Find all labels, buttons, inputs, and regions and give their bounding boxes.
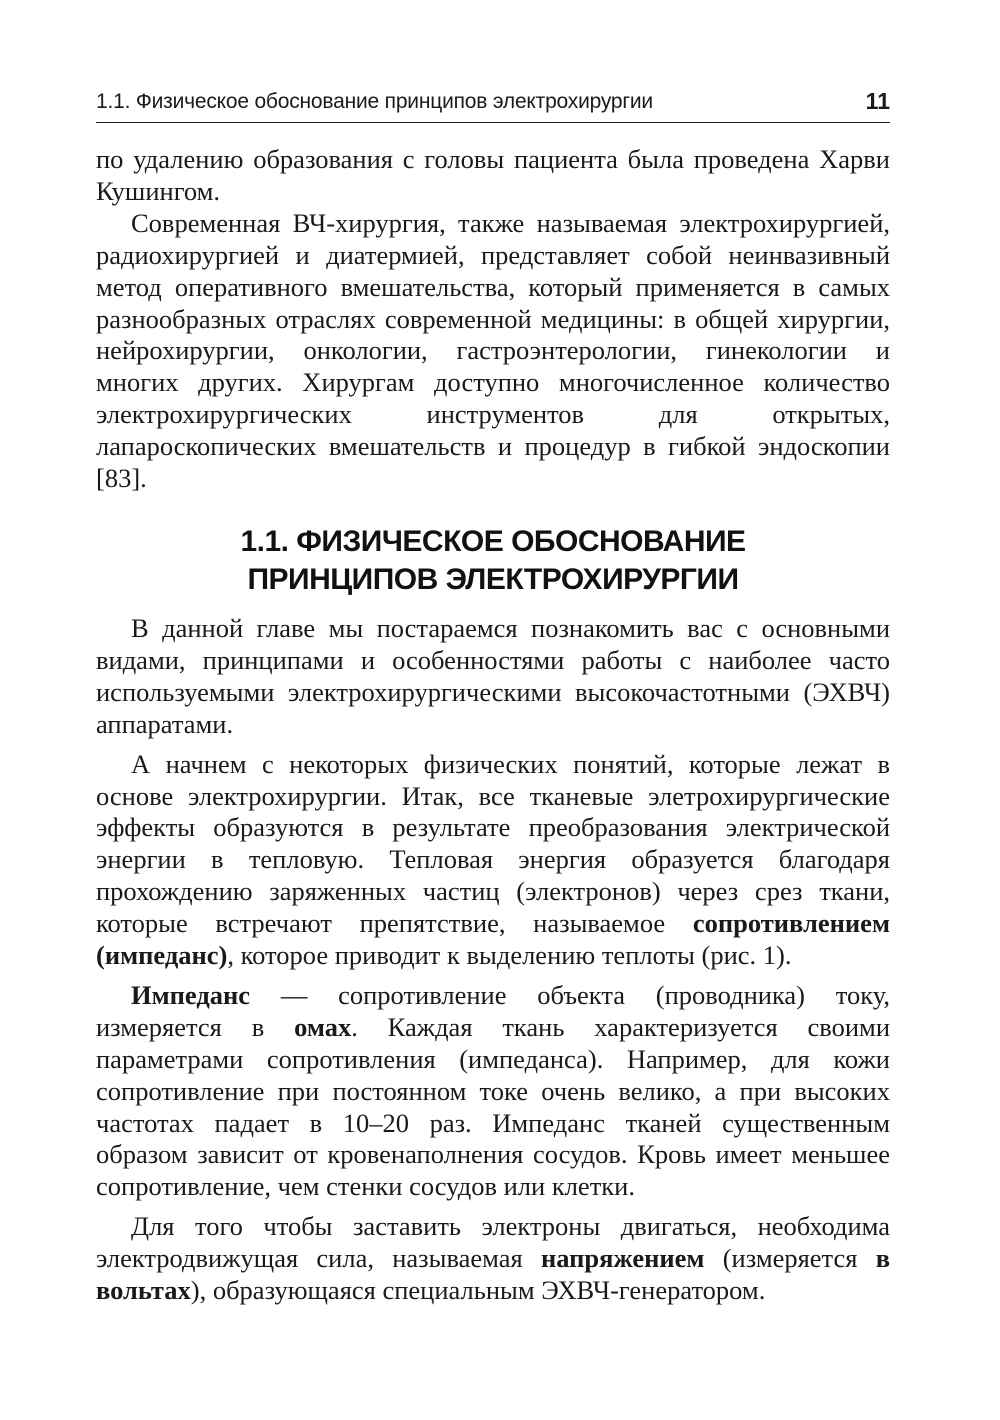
paragraph-text: по удалению образования с головы пациента была проведена Харви Кушингом. [96, 144, 890, 206]
paragraph [96, 749, 890, 972]
paragraph-text: ), образующаяся специальным ЭХВЧ-генератором. [190, 1275, 766, 1306]
section-heading [96, 523, 890, 599]
bold-term: омах [294, 1011, 352, 1042]
paragraph [96, 613, 890, 741]
running-head [96, 88, 890, 123]
paragraph-text: В данной главе мы постараемся познакомить вас с основными видами, принципами и особенностями работы с наиболее часто используемыми электрохирургическими высокочастотными (ЭХВЧ) аппаратами. [96, 612, 890, 739]
paragraph-text: Современная ВЧ-хирургия, также называемая электрохирургией, радиохирургией и диатермией, представляет собой неинвазивный метод оперативного вмешательства, который применяется в самых разнообразных отраслях современной медицины: в общей хирургии, нейрохирургии, онкологии, гастроэнтерологии, гинекологии и многих других. Хирургам доступно многочисленное количество электрохирургических инструментов для открытых, лапароскопических вмешательств и процедур в гибкой эндоскопии [83]. [96, 207, 890, 494]
body-text [96, 144, 890, 1307]
bold-term: в вольтах [96, 1243, 890, 1306]
bold-term: напряжением [540, 1243, 705, 1274]
paragraph [96, 980, 890, 1203]
page-number: 11 [865, 88, 890, 114]
bold-term: Импеданс [131, 979, 251, 1010]
section-heading-line-2: ПРИНЦИПОВ ЭЛЕКТРОХИРУРГИИ [247, 562, 739, 596]
paragraph [96, 208, 890, 495]
running-head-title: 1.1. Физическое обоснование принципов электрохирургии [96, 90, 653, 113]
section-heading-line-1: 1.1. ФИЗИЧЕСКОЕ ОБОСНОВАНИЕ [240, 524, 746, 558]
paragraph-text: . Каждая ткань характеризуется своими параметрами сопротивления (импеданса). Например, для кожи сопротивление при постоянном токе очень велико, а при высоких частотах падает в 10–20 раз. Импеданс тканей существенным образом зависит от кровенаполнения сосудов. Кровь имеет меньшее сопротивление, чем стенки сосудов или клетки. [96, 1011, 891, 1202]
paragraph-text: — сопротивление объекта (проводника) току, измеряется в [96, 979, 890, 1042]
paragraph-text: (измеряется [704, 1243, 876, 1274]
paragraph-continuation [96, 144, 890, 208]
paragraph [96, 1211, 890, 1307]
paragraph-text: , которое приводит к выделению теплоты (рис. 1). [227, 940, 792, 971]
paragraph-text: А начнем с некоторых физических понятий, которые лежат в основе электрохирургии. Итак, все тканевые элетрохирургические эффекты образуются в результате преобразования электрической энергии в тепловую. Тепловая энергия образуется благодаря прохождению заряженных частиц (электронов) через срез ткани, которые встречают препятствие, называемое [96, 748, 890, 939]
bold-term: сопротивлением (импеданс) [96, 908, 890, 971]
paragraph-text: Для того чтобы заставить электроны двигаться, необходима электродвижущая сила, называемая [96, 1211, 890, 1274]
